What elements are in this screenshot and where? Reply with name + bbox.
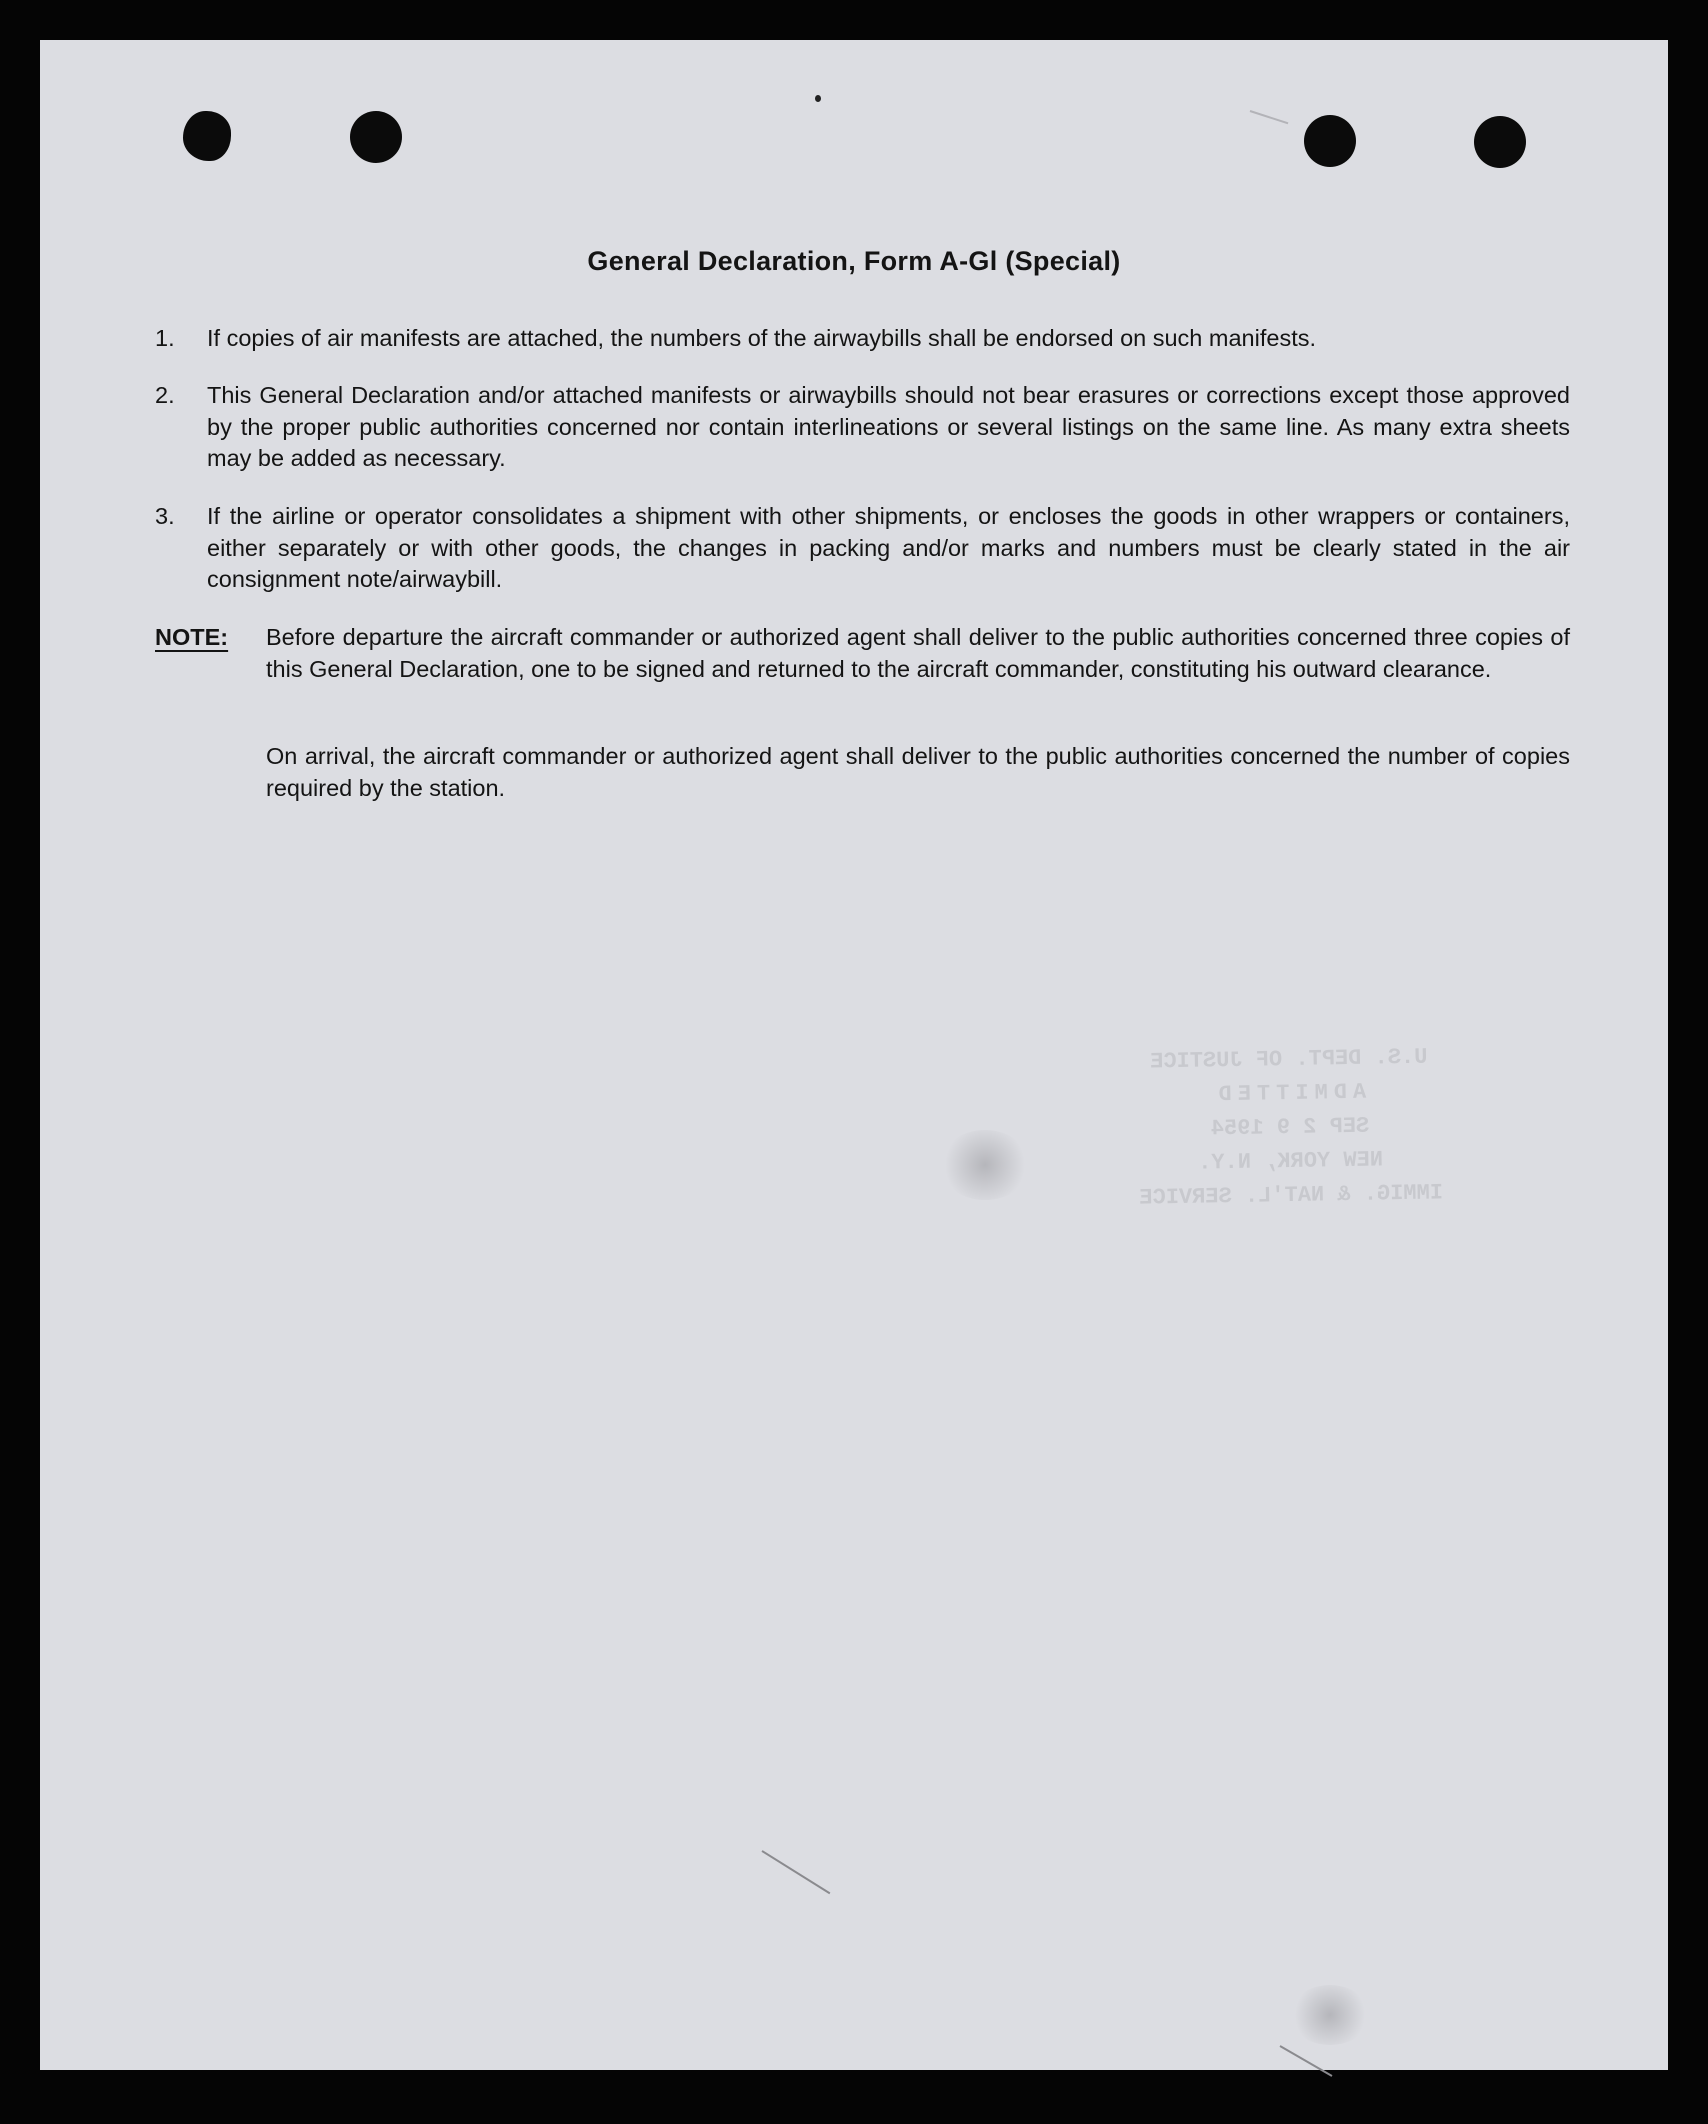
- stamp-line: U.S. DEPT. OF JUSTICE: [1149, 1044, 1428, 1075]
- bleed-through-stamp: [1119, 1040, 1462, 1216]
- instruction-text: If copies of air manifests are attached, the numbers of the airwaybills shall be endorsed on such manifests.: [207, 325, 1316, 351]
- smudge-mark: [1290, 1985, 1370, 2045]
- stamp-line: NEW YORK, N.Y.: [1197, 1147, 1384, 1176]
- note-label: NOTE:: [155, 624, 229, 650]
- stamp-line: IMMIG. & NAT'L. SERVICE: [1139, 1180, 1444, 1211]
- instruction-number: 1.: [155, 325, 175, 351]
- document-page: [40, 40, 1668, 2070]
- punch-hole-icon: [350, 111, 402, 163]
- instruction-number: 3.: [155, 503, 175, 529]
- instruction-text: If the airline or operator consolidates a shipment with other shipments, or encloses the goods in other wrappers or containers, either separately or with other goods, the changes in packing and/or marks and numbers must be clearly stated in the air consignment note/airwaybill.: [207, 503, 1570, 592]
- stamp-line: SEP 2 9 1954: [1210, 1113, 1370, 1142]
- instruction-item: [155, 380, 1570, 475]
- instruction-text: This General Declaration and/or attached manifests or airwaybills should not bear erasures or corrections except those approved by the proper public authorities concerned nor contain interlineations or several listings on the same line. As many extra sheets may be added as necessary.: [207, 382, 1570, 471]
- scratch-mark: [1250, 110, 1289, 124]
- instruction-number: 2.: [155, 382, 175, 408]
- ink-speck: [815, 95, 821, 102]
- punch-hole-icon: [1474, 116, 1526, 168]
- form-title: General Declaration, Form A-Gl (Special): [587, 246, 1121, 276]
- punch-hole-icon: [183, 111, 231, 161]
- instruction-item: [155, 323, 1570, 355]
- instruction-item: [155, 501, 1570, 596]
- note-paragraph: Before departure the aircraft commander or authorized agent shall deliver to the public authorities concerned three copies of this General Declaration, one to be signed and returned to the aircraft commander, constituting his outward clearance.: [266, 624, 1570, 682]
- smudge-mark: [940, 1130, 1030, 1200]
- punch-hole-icon: [1304, 115, 1356, 167]
- scratch-mark: [1280, 2045, 1333, 2077]
- scratch-mark: [761, 1850, 830, 1894]
- stamp-line: ADMITTED: [1212, 1079, 1367, 1108]
- note-paragraph: On arrival, the aircraft commander or authorized agent shall deliver to the public authorities concerned the number of copies required by the station.: [266, 743, 1570, 801]
